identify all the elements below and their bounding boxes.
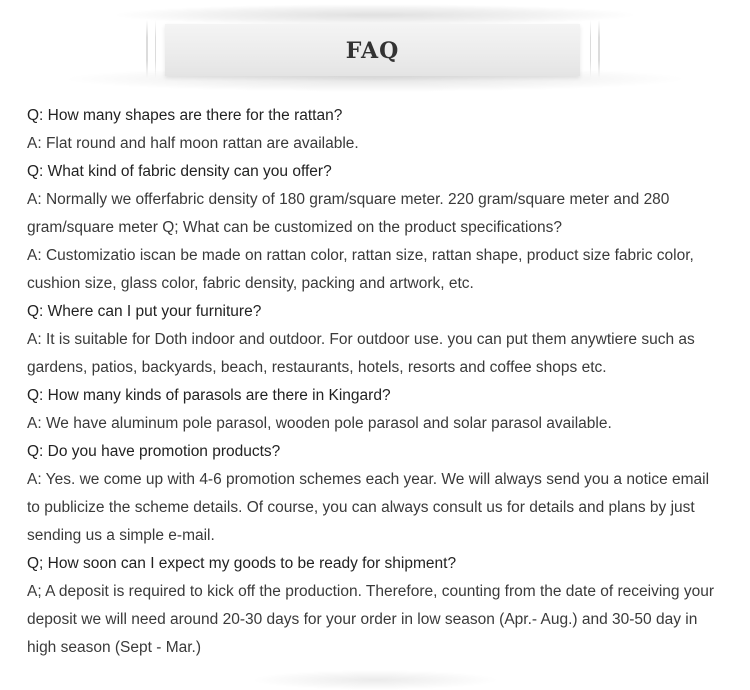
- faq-answer: A: Customizatio iscan be made on rattan color, rattan size, rattan shape, product size fabric color, cushion size, glass color, fabric density, packing and artwork, etc.: [27, 247, 694, 292]
- banner-left-line-inner: [155, 20, 156, 78]
- banner-right-line: [598, 20, 600, 78]
- banner-left-line: [146, 20, 148, 78]
- banner-right-line-inner: [590, 20, 591, 78]
- page-title: FAQ: [345, 38, 400, 64]
- faq-question: Q: How many kinds of parasols are there in Kingard?: [27, 387, 391, 404]
- faq-question: Q: How many shapes are there for the rattan?: [27, 107, 343, 124]
- banner-top-shadow: [110, 4, 640, 26]
- faq-answer: A: Normally we offerfabric density of 180 gram/square meter. 220 gram/square meter and 280 gram/square meter Q; What can be customized on the product specifications?: [27, 191, 670, 236]
- faq-question: Q: Where can I put your furniture?: [27, 303, 262, 320]
- faq-question: Q: What kind of fabric density can you offer?: [27, 163, 332, 180]
- faq-answer: A: Yes. we come up with 4-6 promotion schemes each year. We will always send you a notice email to publicize the scheme details. Of course, you can always consult us for details and plans by just sending us a simple e-mail.: [27, 471, 710, 544]
- faq-answer: A: Flat round and half moon rattan are available.: [27, 135, 359, 152]
- faq-question: Q: Do you have promotion products?: [27, 443, 281, 460]
- faq-answer: A: We have aluminum pole parasol, wooden pole parasol and solar parasol available.: [27, 415, 612, 432]
- footer-shadow: [250, 670, 500, 690]
- faq-list: [27, 102, 717, 662]
- faq-question: Q; How soon can I expect my goods to be ready for shipment?: [27, 555, 457, 572]
- faq-answer: A: It is suitable for Doth indoor and outdoor. For outdoor use. you can put them anywtiere such as gardens, patios, backyards, beach, restaurants, hotels, resorts and coffee shops etc.: [27, 331, 695, 376]
- faq-banner: [0, 0, 750, 96]
- faq-answer: A; A deposit is required to kick off the production. Therefore, counting from the date of receiving your deposit we will need around 20-30 days for your order in low season (Apr.- Aug.) and 30-50 day in high season (Sept - Mar.): [27, 583, 714, 656]
